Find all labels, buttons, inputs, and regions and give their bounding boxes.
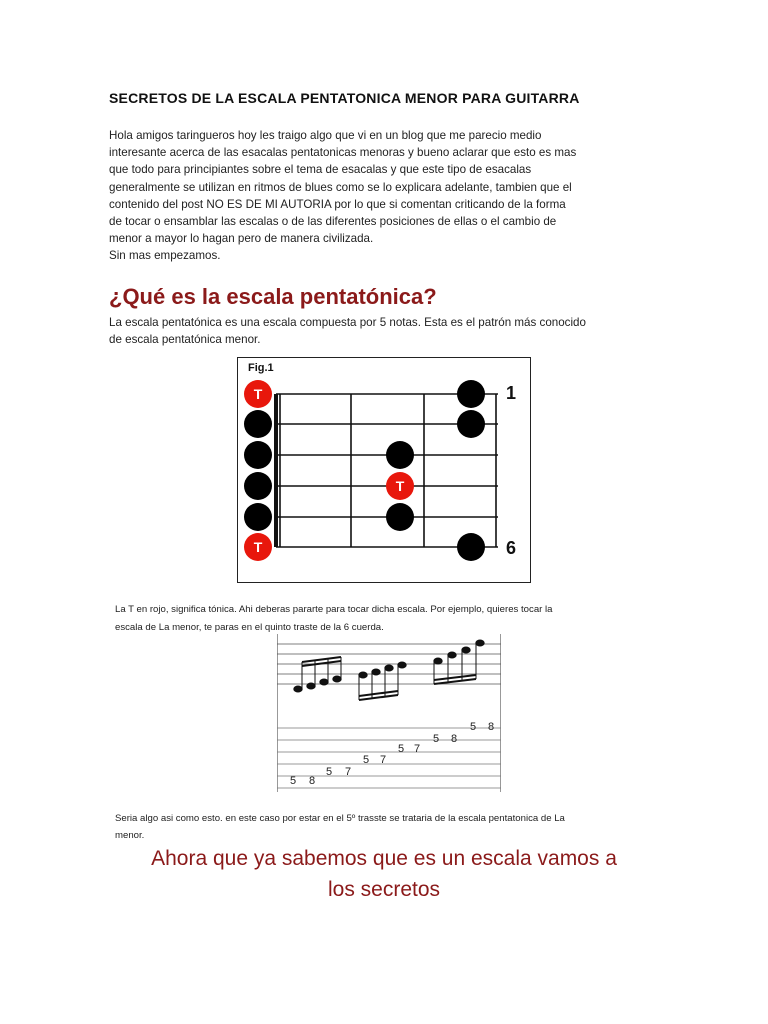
- tab-fret-number: 7: [344, 766, 352, 778]
- tab-fret-number: 7: [413, 743, 421, 755]
- section-body-line: de escala pentatónica menor.: [109, 333, 261, 347]
- tab-fret-number: 5: [432, 733, 440, 745]
- intro-line: contenido del post NO ES DE MI AUTORIA por lo que si comentan criticando de la forma: [109, 197, 566, 211]
- tab-numbers: [290, 721, 494, 787]
- tablature-diagram: [277, 634, 501, 792]
- caption-line: menor.: [115, 830, 145, 841]
- string-number-top: 1: [506, 383, 517, 403]
- tonic-label: T: [253, 386, 263, 402]
- fretboard-diagram: [238, 358, 530, 582]
- tab-fret-number: 5: [362, 754, 370, 766]
- note-dot: [386, 503, 414, 531]
- intro-line: generalmente se utilizan en ritmos de blues como se lo explicara adelante, tambien que el: [109, 180, 572, 194]
- closing-line: Ahora que ya sabemos que es un escala vamos a: [151, 847, 617, 870]
- tab-fret-number: 8: [308, 775, 316, 787]
- figure-label: Fig.1: [248, 362, 274, 374]
- document-title: SECRETOS DE LA ESCALA PENTATONICA MENOR PARA GUITARRA: [109, 90, 580, 106]
- note-dot: [386, 441, 414, 469]
- note-head: [385, 665, 393, 671]
- note-head: [320, 679, 328, 685]
- note-head: [307, 683, 315, 689]
- note-head: [448, 652, 456, 658]
- tab-fret-number: 5: [325, 766, 333, 778]
- note-head: [462, 647, 470, 653]
- caption-line: Seria algo asi como esto. en este caso por estar en el 5º trasste se trataria de la escala pentatonica de La: [115, 813, 565, 824]
- note-head: [476, 640, 484, 646]
- intro-line: menor a mayor lo hagan pero de manera civilizada.: [109, 232, 374, 246]
- intro-line: Hola amigos taringueros hoy les traigo algo que vi en un blog que me parecio medio: [109, 129, 542, 142]
- intro-line: interesante acerca de las esacalas pentatonicas menoras y bueno aclarar que esto es mas: [109, 146, 577, 160]
- tab-fret-number: 5: [397, 743, 405, 755]
- intro-line: que todo para principiantes sobre el tema de esacalas y que este tipo de esacalas: [109, 163, 532, 177]
- note-head: [359, 672, 367, 678]
- closing-heading: [100, 843, 668, 905]
- section-heading: ¿Qué es la escala pentatónica?: [109, 284, 437, 309]
- fretboard-figure: [237, 357, 531, 583]
- notation-and-tablature: [277, 634, 501, 792]
- note-head: [333, 676, 341, 682]
- note-dot: [457, 533, 485, 561]
- intro-paragraph: [109, 127, 669, 265]
- tab-fret-number: 5: [289, 775, 297, 787]
- string-number-bottom: 6: [506, 538, 517, 558]
- note-head: [294, 686, 302, 692]
- intro-line: Sin mas empezamos.: [109, 249, 221, 263]
- section-body: [109, 314, 586, 348]
- tonic-label: T: [253, 539, 263, 555]
- tablature-caption: [115, 810, 565, 844]
- note-dot: [244, 441, 272, 469]
- note-dot: [457, 410, 485, 438]
- caption-line: escala de La menor, te paras en el quinto traste de la 6 cuerda.: [115, 621, 384, 633]
- note-dot: [244, 472, 272, 500]
- intro-line: de tocar o ensamblar las escalas o de las diferentes posiciones de ellas o el cambio de: [109, 215, 557, 229]
- note-dot: [244, 410, 272, 438]
- note-head: [372, 669, 380, 675]
- note-dot: [244, 503, 272, 531]
- closing-line: los secretos: [327, 878, 441, 901]
- tab-fret-number: 5: [469, 721, 477, 733]
- section-body-line: La escala pentatónica es una escala compuesta por 5 notas. Esta es el patrón más conocido: [109, 316, 586, 329]
- note-head: [434, 658, 442, 664]
- tonic-label: T: [395, 478, 405, 494]
- tab-fret-number: 8: [450, 733, 458, 745]
- figure-caption: [115, 601, 552, 636]
- note-dot: [457, 380, 485, 408]
- music-notes: [294, 640, 484, 700]
- tab-fret-number: 7: [379, 754, 387, 766]
- caption-line: La T en rojo, significa tónica. Ahi deberas pararte para tocar dicha escala. Por ejemplo, quieres tocar la: [115, 604, 553, 615]
- note-head: [398, 662, 406, 668]
- tab-fret-number: 8: [487, 721, 495, 733]
